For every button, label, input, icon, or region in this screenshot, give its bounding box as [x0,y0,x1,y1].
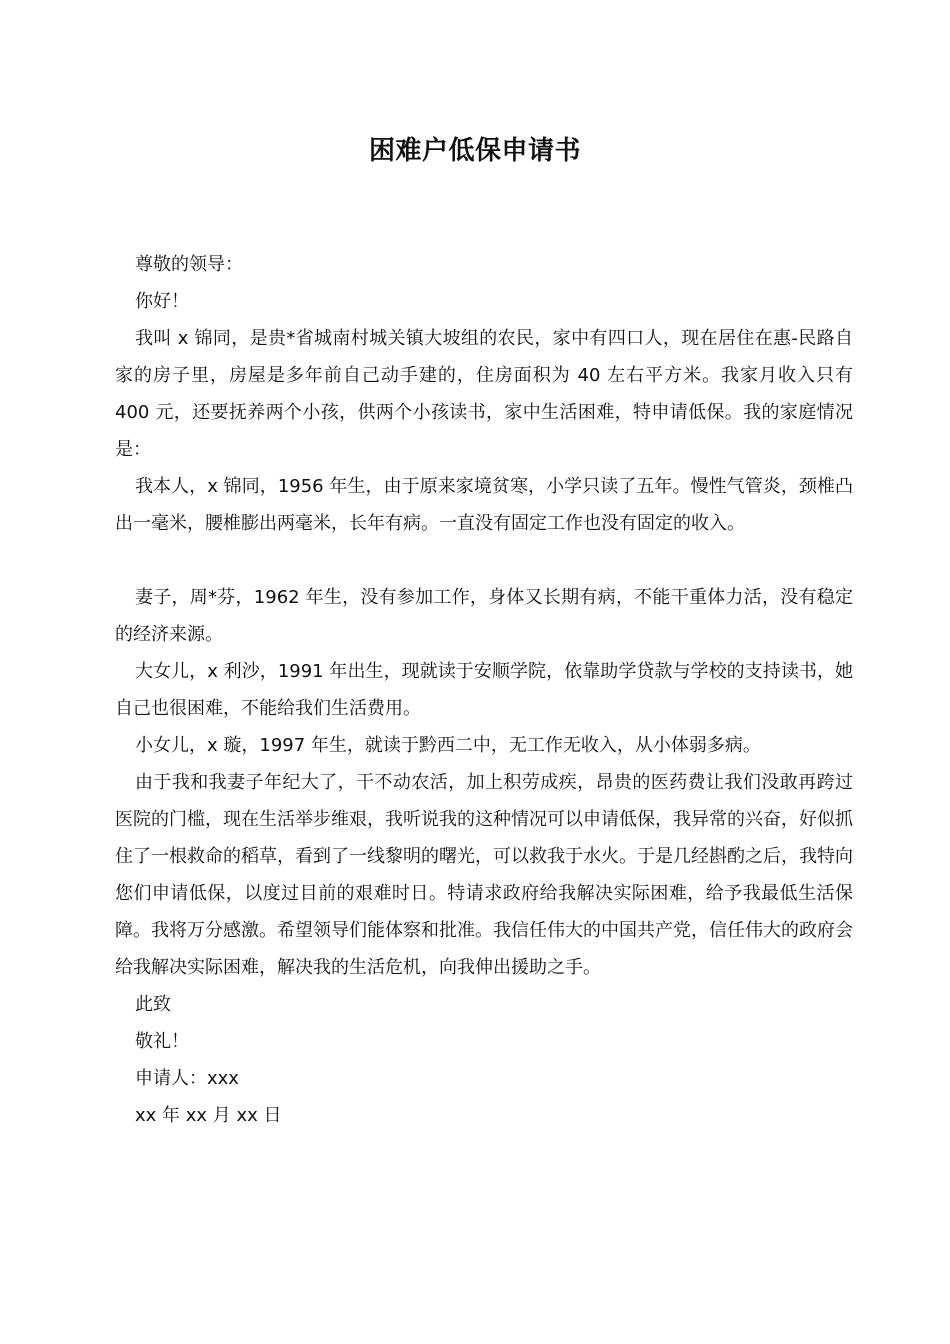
document-title: 困难户低保申请书 [368,136,581,166]
salutation: 尊敬的领导： [135,254,243,275]
closing: 此致 [135,994,171,1015]
paragraph-spacer [115,542,853,579]
paragraph-intro: 我叫 x 锦同，是贵*省城南村城关镇大坡组的农民，家中有四口人，现在居住在惠-民路自家的房子里，房屋是多年前自己动手建的，住房面积为 40 左右平方米。我家月收入只有 400 元，还要抚养两个小孩，供两个小孩读书，家中生活困难，特申请低保。我的家庭情况是： [115,328,853,460]
paragraph-self: 我本人，x 锦同，1956 年生，由于原来家境贫寒，小学只读了五年。慢性气管炎，颈椎凸出一毫米，腰椎膨出两毫米，长年有病。一直没有固定工作也没有固定的收入。 [115,476,853,534]
paragraph-elder-daughter: 大女儿，x 利沙，1991 年出生，现就读于安顺学院，依靠助学贷款与学校的支持读书，她自己也很困难，不能给我们生活费用。 [115,661,853,719]
paragraph-younger-daughter: 小女儿，x 璇，1997 年生，就读于黔西二中，无工作无收入，从小体弱多病。 [135,735,761,756]
applicant-signature: 申请人：xxx [135,1068,239,1089]
paragraph-wife: 妻子，周*芬，1962 年生，没有参加工作，身体又长期有病，不能干重体力活，没有稳定的经济来源。 [115,587,853,645]
paragraph-request: 由于我和我妻子年纪大了，干不动农活，加上积劳成疾，昂贵的医药费让我们没敢再跨过医院的门槛，现在生活举步维艰，我听说我的这种情况可以申请低保，我异常的兴奋，好似抓住了一根救命的稻草，看到了一线黎明的曙光，可以救我于水火。于是几经斟酌之后，我特向您们申请低保，以度过目前的艰难时日。特请求政府给我解决实际困难，给予我最低生活保障。我将万分感激。希望领导们能体察和批准。我信任伟大的中国共产党，信任伟大的政府会给我解决实际困难，解决我的生活危机，向我伸出援助之手。 [115,772,853,978]
regards: 敬礼！ [135,1031,189,1052]
letter-body [115,246,853,1134]
application-date: xx 年 xx 月 xx 日 [135,1105,282,1126]
greeting: 你好！ [135,291,189,312]
